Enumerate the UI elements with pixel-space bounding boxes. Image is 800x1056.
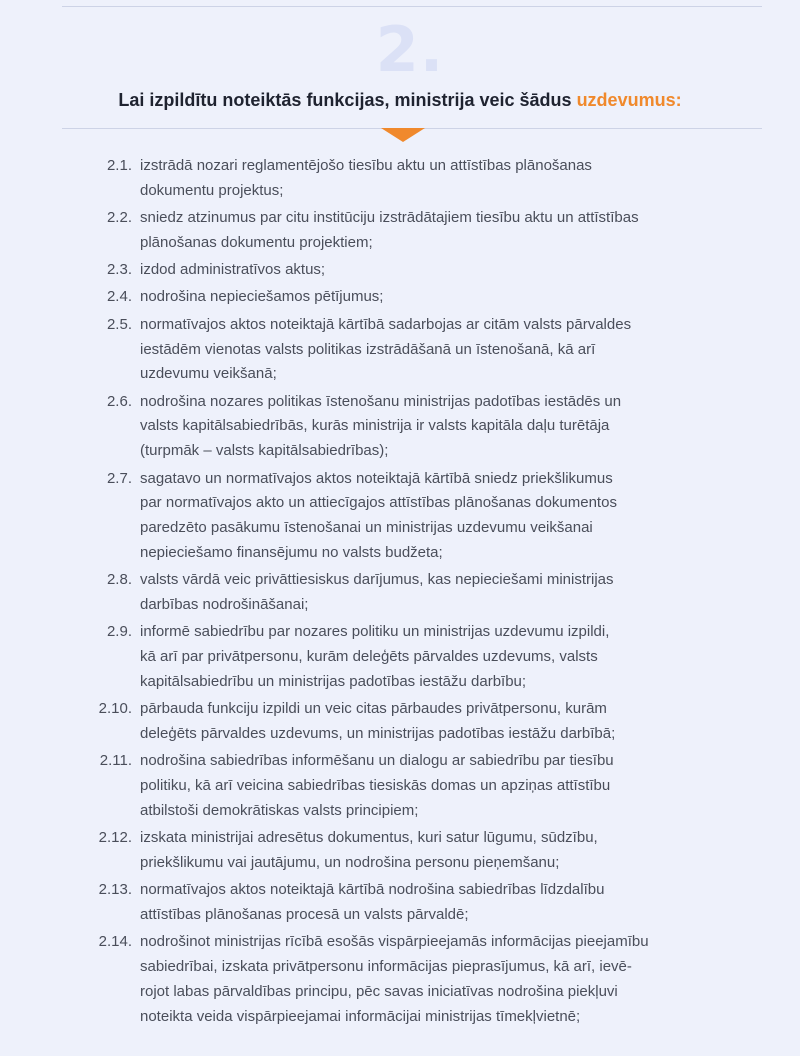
task-text-line: par normatīvajos akto un attiecīgajos attīstības plānošanas dokumentos <box>140 494 617 512</box>
task-item <box>84 467 724 566</box>
task-text <box>133 878 724 928</box>
task-number: 2.3. <box>106 261 132 279</box>
task-text-line: nodrošina nepieciešamos pētījumus; <box>140 288 384 306</box>
down-arrow-icon <box>381 128 425 142</box>
task-number: 2.5. <box>106 315 132 333</box>
task-text-line: nodrošina sabiedrības informēšanu un dialogu ar sabiedrību par tiesību <box>140 752 614 770</box>
task-text-line: nodrošina nozares politikas īstenošanu ministrijas padotības iestādēs un <box>140 392 622 410</box>
task-text-line: valsts kapitālsabiedrībās, kurās ministrija ir valsts kapitāla daļu turētāja <box>140 417 610 435</box>
task-text-line: sabiedrībai, izskata privātpersonu informācijas pieprasījumus, kā arī, ievē- <box>140 958 632 976</box>
task-item <box>84 568 724 618</box>
task-text-line: priekšlikumu vai jautājumu, un nodrošina personu pieņemšanu; <box>140 854 560 872</box>
task-text-line: nepieciešamo finansējumu no valsts budžeta; <box>140 543 443 561</box>
task-item <box>84 930 724 1029</box>
task-item <box>84 826 724 876</box>
task-text-line: uzdevumu veikšanā; <box>140 365 277 383</box>
task-number: 2.14. <box>98 933 132 951</box>
task-text-line: kapitālsabiedrību un ministrijas padotības iestāžu darbību; <box>140 672 527 690</box>
task-text <box>133 285 724 310</box>
task-text-line: politiku, kā arī veicina sabiedrības tiesiskās domas un apziņas attīstību <box>140 777 611 795</box>
task-text-line: kā arī par privātpersonu, kurām deleģēts pārvaldes uzdevums, valsts <box>140 648 598 666</box>
task-number: 2.4. <box>106 288 132 306</box>
task-text-line: noteikta veida vispārpieejamai informācijai ministrijas tīmekļvietnē; <box>140 1007 581 1025</box>
task-text <box>133 697 724 747</box>
task-text-line: deleģēts pārvaldes uzdevums, un ministrijas padotības iestāžu darbībā; <box>140 725 616 743</box>
task-item <box>84 749 724 823</box>
task-text-line: rojot labas pārvaldības principu, pēc savas iniciatīvas nodrošina piekļuvi <box>140 983 618 1000</box>
heading-accent-word: uzdevumus: <box>576 90 682 110</box>
task-number: 2.13. <box>98 881 132 899</box>
task-text <box>133 313 724 387</box>
task-text-line: attīstības plānošanas procesā un valsts pārvaldē; <box>140 906 469 924</box>
task-number: 2.2. <box>106 209 132 227</box>
task-number: 2.9. <box>106 623 132 641</box>
task-item <box>84 154 724 204</box>
task-text <box>133 930 724 1029</box>
task-text <box>133 467 724 566</box>
task-text <box>133 390 724 464</box>
task-text-line: informē sabiedrību par nozares politiku un ministrijas uzdevumu izpildi, <box>140 623 610 641</box>
task-text <box>133 826 724 876</box>
task-text <box>133 154 724 204</box>
task-text-line: izstrādā nozari reglamentējošo tiesību aktu un attīstības plānošanas <box>140 157 592 174</box>
task-text <box>133 206 724 256</box>
task-text-line: iestādēm vienotas valsts politikas izstrādāšanā un īstenošanā, kā arī <box>140 340 596 358</box>
task-item <box>84 313 724 387</box>
task-number: 2.10. <box>98 700 132 718</box>
task-text-line: normatīvajos aktos noteiktajā kārtībā sadarbojas ar citām valsts pārvaldes <box>140 315 632 333</box>
task-text-line: pārbauda funkciju izpildi un veic citas pārbaudes privātpersonu, kurām <box>140 700 607 718</box>
task-item <box>84 206 724 256</box>
task-text <box>133 258 724 283</box>
task-item <box>84 285 724 310</box>
task-item <box>84 390 724 464</box>
task-text <box>133 749 724 823</box>
task-text-line: dokumentu projektus; <box>140 181 284 199</box>
task-item <box>84 697 724 747</box>
task-item <box>84 620 724 694</box>
task-text-line: paredzēto pasākumu īstenošanai un ministrijas uzdevumu veikšanai <box>140 519 593 537</box>
task-text-line: izskata ministrijai adresētus dokumentus, kuri satur lūgumu, sūdzību, <box>140 829 598 847</box>
task-text-line: (turpmāk – valsts kapitālsabiedrības); <box>140 442 389 460</box>
task-text-line: normatīvajos aktos noteiktajā kārtībā nodrošina sabiedrības līdzdalību <box>140 881 605 899</box>
section-heading <box>0 88 800 112</box>
task-item <box>84 878 724 928</box>
task-text-line: nodrošinot ministrijas rīcībā esošās vispārpieejamās informācijas pieejamību <box>140 933 649 951</box>
task-list <box>84 154 724 1032</box>
task-number: 2.1. <box>106 157 132 174</box>
task-text <box>133 568 724 618</box>
task-number: 2.12. <box>98 829 132 847</box>
section-number: 2. <box>375 13 445 86</box>
task-text-line: plānošanas dokumentu projektiem; <box>140 233 373 251</box>
task-number: 2.6. <box>106 392 132 410</box>
task-text-line: izdod administratīvos aktus; <box>140 261 326 279</box>
heading-text: Lai izpildītu noteiktās funkcijas, ministrija veic šādus <box>118 90 577 110</box>
task-text-line: sniedz atzinumus par citu institūciju izstrādātajiem tiesību aktu un attīstības <box>140 209 639 227</box>
task-text <box>133 620 724 694</box>
task-text-line: valsts vārdā veic privāttiesiskus darījumus, kas nepieciešami ministrijas <box>140 571 614 589</box>
task-text-line: darbības nodrošināšanai; <box>140 596 309 614</box>
task-text-line: atbilstoši demokrātiskas valsts principiem; <box>140 801 419 819</box>
task-text-line: sagatavo un normatīvajos aktos noteiktajā kārtībā sniedz priekšlikumus <box>140 469 613 487</box>
task-number: 2.8. <box>106 571 132 589</box>
task-number: 2.11. <box>99 752 132 770</box>
task-number: 2.7. <box>106 469 132 487</box>
top-divider <box>62 6 762 7</box>
task-item <box>84 258 724 283</box>
